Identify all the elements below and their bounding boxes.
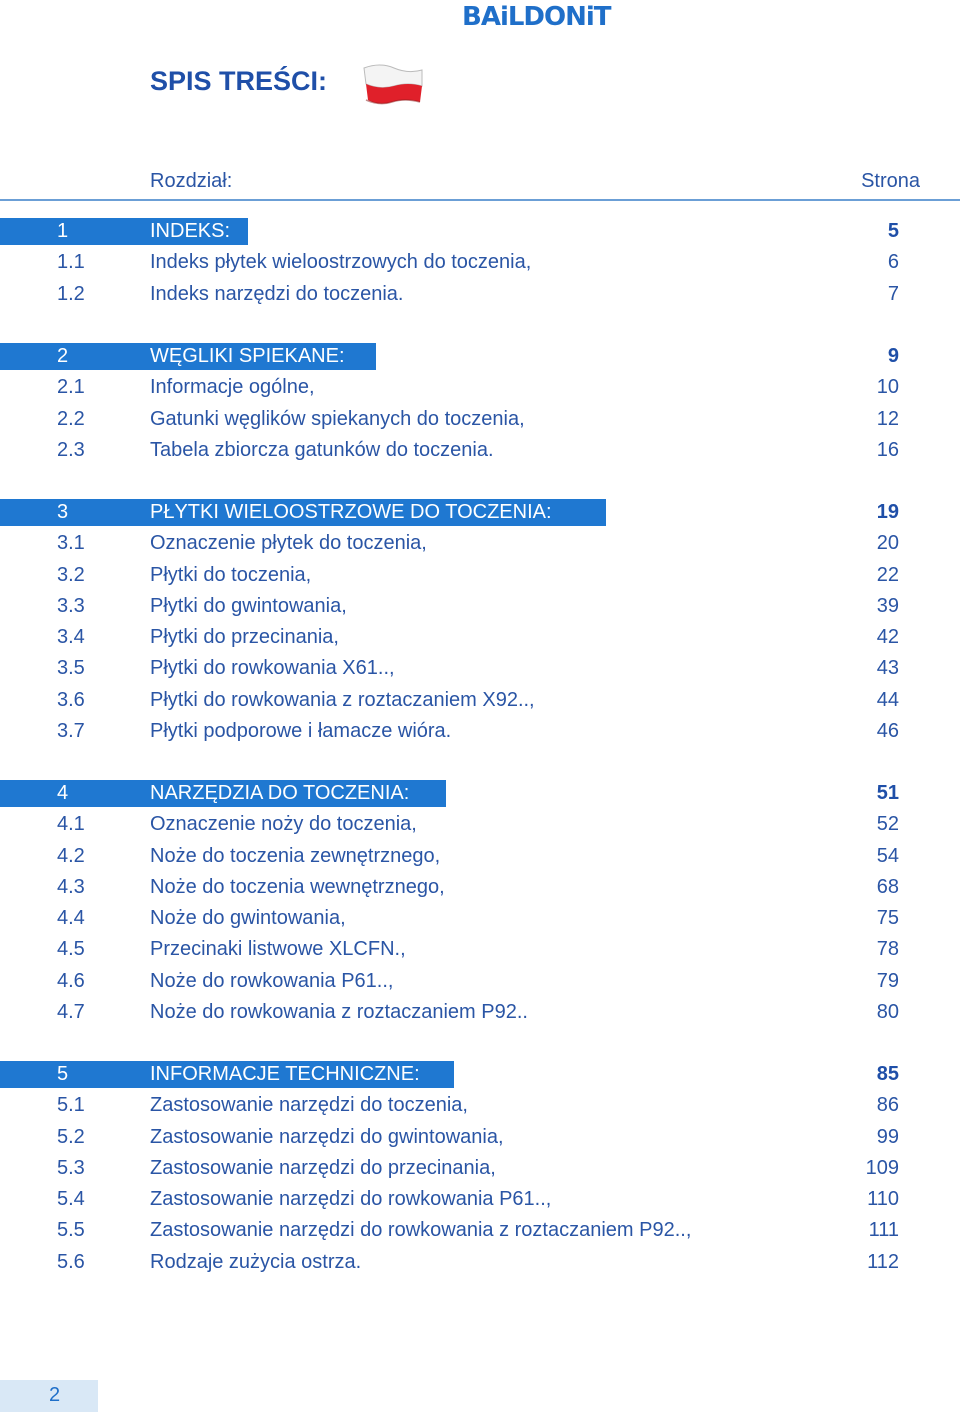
section-page: 19 [876, 501, 899, 523]
section-page: 85 [876, 1063, 899, 1085]
item-page: 54 [876, 844, 899, 867]
item-number: 3.4 [57, 626, 85, 648]
item-number: 4.7 [57, 1000, 85, 1023]
header-divider [0, 199, 960, 201]
item-number: 4.3 [57, 875, 85, 898]
item-title: Gatunki węglików spiekanych do toczenia, [150, 407, 525, 430]
item-number: 4.5 [57, 938, 85, 961]
item-number: 5.2 [57, 1125, 85, 1148]
item-number: 3.7 [57, 719, 85, 742]
brand-logo: BAiLDONiT [462, 2, 611, 32]
item-page: 6 [887, 251, 899, 274]
section-number: 1 [57, 220, 69, 242]
item-page: 42 [876, 626, 899, 648]
toc-item-row[interactable] [0, 809, 960, 840]
item-number: 5.5 [57, 1219, 85, 1242]
item-title: Indeks płytek wieloostrzowych do toczenia, [150, 251, 532, 274]
item-number: 4.2 [57, 844, 85, 867]
item-title: Oznaczenie noży do toczenia, [150, 813, 417, 836]
toc-item-row[interactable] [0, 622, 960, 653]
item-title: Indeks narzędzi do toczenia. [150, 282, 404, 305]
toc-header [0, 170, 960, 196]
toc-item-row[interactable] [0, 1090, 960, 1121]
section-number: 3 [57, 501, 69, 523]
item-number: 3.5 [57, 657, 85, 680]
item-number: 5.6 [57, 1250, 85, 1273]
toc-item-row[interactable] [0, 934, 960, 965]
item-title: Noże do rowkowania z roztaczaniem P92.. [150, 1000, 528, 1023]
toc-item-row[interactable] [0, 716, 960, 747]
toc-section-row[interactable] [0, 341, 960, 372]
item-number: 1.1 [57, 251, 85, 274]
item-title: Tabela zbiorcza gatunków do toczenia. [150, 438, 494, 461]
item-number: 3.6 [57, 688, 85, 711]
item-number: 2.1 [57, 376, 85, 399]
item-title: Zastosowanie narzędzi do rowkowania z roztaczaniem P92.., [150, 1219, 692, 1242]
item-page: 43 [876, 657, 899, 680]
item-title: Płytki do gwintowania, [150, 594, 347, 617]
toc-item-row[interactable] [0, 685, 960, 716]
item-page: 99 [876, 1125, 899, 1148]
item-number: 5.3 [57, 1156, 85, 1179]
toc-item-row[interactable] [0, 1247, 960, 1278]
item-title: Zastosowanie narzędzi do rowkowania P61.., [150, 1188, 552, 1210]
item-title: Oznaczenie płytek do toczenia, [150, 532, 427, 555]
section-number: 5 [57, 1063, 69, 1085]
section-page: 9 [887, 345, 899, 367]
item-page: 112 [867, 1250, 899, 1273]
section-title: PŁYTKI WIELOOSTRZOWE DO TOCZENIA: [150, 501, 552, 523]
toc-item-row[interactable] [0, 591, 960, 622]
toc-item-row[interactable] [0, 247, 960, 278]
item-title: Płytki do rowkowania z roztaczaniem X92.., [150, 688, 535, 711]
item-page: 75 [876, 907, 899, 929]
chapter-column-label: Rozdział: [150, 170, 233, 192]
item-title: Rodzaje zużycia ostrza. [150, 1250, 362, 1273]
section-page: 5 [887, 220, 899, 242]
item-page: 109 [865, 1156, 899, 1179]
item-number: 3.2 [57, 563, 85, 586]
section-title: NARZĘDZIA DO TOCZENIA: [150, 782, 410, 804]
item-page: 78 [876, 938, 899, 961]
toc-item-row[interactable] [0, 560, 960, 591]
item-number: 3.3 [57, 594, 85, 617]
item-title: Noże do rowkowania P61.., [150, 969, 394, 992]
item-page: 20 [876, 532, 899, 555]
page-number: 2 [49, 1384, 61, 1406]
section-page: 51 [876, 782, 899, 804]
toc-item-row[interactable] [0, 279, 960, 310]
item-title: Przecinaki listwowe XLCFN., [150, 938, 406, 961]
item-number: 3.1 [57, 532, 85, 555]
item-page: 86 [876, 1094, 899, 1117]
toc-item-row[interactable] [0, 435, 960, 466]
item-title: Noże do gwintowania, [150, 907, 346, 929]
item-title: Noże do toczenia zewnętrznego, [150, 844, 441, 867]
page-title: SPIS TREŚCI: [150, 66, 328, 96]
toc-item-row[interactable] [0, 653, 960, 684]
item-page: 16 [876, 438, 899, 461]
section-title: WĘGLIKI SPIEKANE: [150, 345, 345, 367]
toc-item-row[interactable] [0, 372, 960, 403]
item-title: Płytki podporowe i łamacze wióra. [150, 719, 452, 742]
item-number: 5.4 [57, 1188, 85, 1210]
item-page: 52 [876, 813, 899, 836]
toc-item-row[interactable] [0, 903, 960, 934]
item-title: Płytki do rowkowania X61.., [150, 657, 395, 680]
item-page: 12 [876, 407, 899, 430]
item-number: 1.2 [57, 282, 85, 305]
item-page: 39 [876, 594, 899, 617]
section-title: INFORMACJE TECHNICZNE: [150, 1063, 420, 1085]
item-title: Informacje ogólne, [150, 376, 315, 399]
item-title: Płytki do toczenia, [150, 563, 312, 586]
toc-item-row[interactable] [0, 997, 960, 1028]
item-number: 2.3 [57, 438, 85, 461]
item-number: 4.4 [57, 907, 85, 929]
item-page: 44 [876, 688, 899, 711]
section-number: 4 [57, 782, 69, 804]
item-page: 110 [867, 1188, 899, 1210]
toc-item-row[interactable] [0, 841, 960, 872]
item-page: 80 [876, 1000, 899, 1023]
toc-item-row[interactable] [0, 1122, 960, 1153]
item-title: Zastosowanie narzędzi do przecinania, [150, 1156, 496, 1179]
item-title: Noże do toczenia wewnętrznego, [150, 875, 445, 898]
item-page: 46 [876, 719, 899, 742]
toc-item-row[interactable] [0, 528, 960, 559]
toc-item-row[interactable] [0, 1184, 960, 1215]
item-page: 68 [876, 875, 899, 898]
page-column-label: Strona [861, 170, 920, 192]
toc-item-row[interactable] [0, 404, 960, 435]
toc-section-row[interactable] [0, 1059, 960, 1090]
toc-item-row[interactable] [0, 1153, 960, 1184]
item-page: 22 [876, 563, 899, 586]
toc-item-row[interactable] [0, 1215, 960, 1246]
item-number: 5.1 [57, 1094, 85, 1117]
page-number-tab [0, 1380, 98, 1412]
toc-item-row[interactable] [0, 872, 960, 903]
item-number: 4.1 [57, 813, 85, 836]
item-title: Płytki do przecinania, [150, 626, 339, 648]
item-page: 7 [887, 282, 899, 305]
section-number: 2 [57, 345, 69, 367]
toc-item-row[interactable] [0, 966, 960, 997]
toc-section-row[interactable] [0, 216, 960, 247]
toc-section-row[interactable] [0, 778, 960, 809]
item-number: 2.2 [57, 407, 85, 430]
item-page: 79 [876, 969, 899, 992]
section-title: INDEKS: [150, 220, 231, 242]
item-number: 4.6 [57, 969, 85, 992]
item-title: Zastosowanie narzędzi do gwintowania, [150, 1125, 504, 1148]
toc-section-row[interactable] [0, 497, 960, 528]
item-page: 10 [876, 376, 899, 399]
polish-flag-icon [358, 62, 426, 106]
item-page: 111 [868, 1219, 899, 1242]
item-title: Zastosowanie narzędzi do toczenia, [150, 1094, 468, 1117]
